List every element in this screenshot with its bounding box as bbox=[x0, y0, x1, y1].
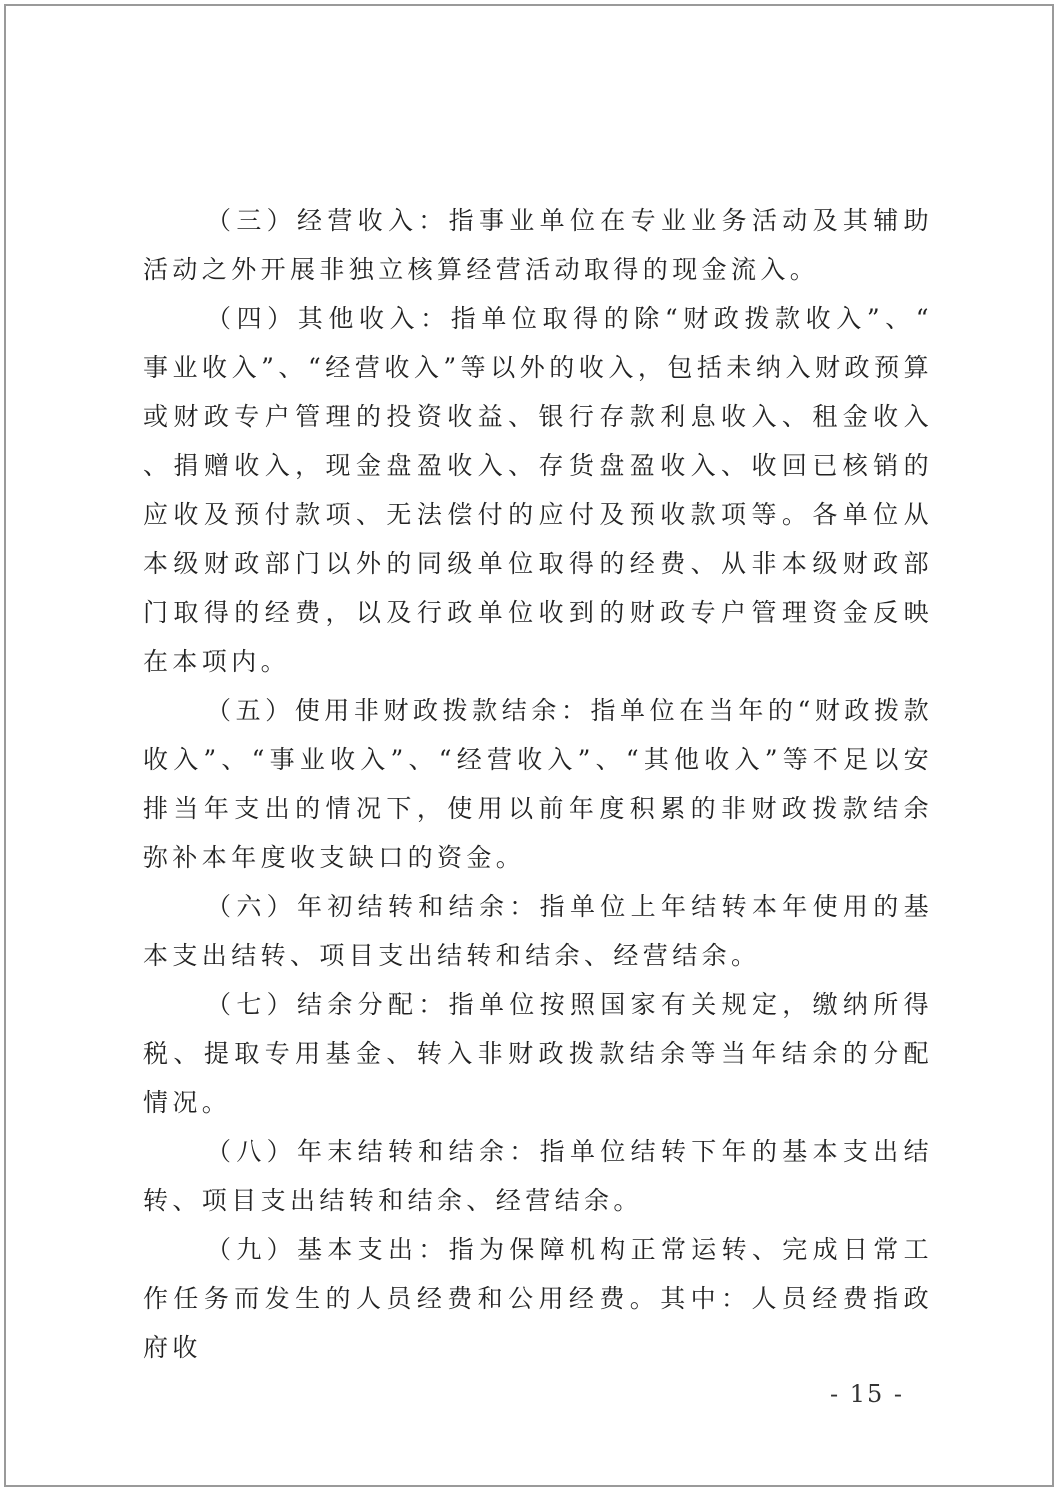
paragraph-opening-carryover: （六）年初结转和结余：指单位上年结转本年使用的基本支出结转、项目支出结转和结余、经营结余。 bbox=[143, 892, 933, 970]
page-number: - 15 - bbox=[830, 1380, 905, 1408]
document-body bbox=[143, 196, 933, 1372]
paragraph-operating-income: （三）经营收入：指事业单位在专业业务活动及其辅助活动之外开展非独立核算经营活动取得的现金流入。 bbox=[143, 206, 933, 284]
paragraph-non-fiscal-surplus-use: （五）使用非财政拨款结余：指单位在当年的“财政拨款收入”、“事业收入”、“经营收入”、“其他收入”等不足以安排当年支出的情况下，使用以前年度积累的非财政拨款结余弥补本年度收支缺口的资金。 bbox=[143, 696, 933, 872]
paragraph-closing-carryover: （八）年末结转和结余：指单位结转下年的基本支出结转、项目支出结转和结余、经营结余。 bbox=[143, 1137, 933, 1215]
paragraph-other-income: （四）其他收入：指单位取得的除“财政拨款收入”、“事业收入”、“经营收入”等以外的收入，包括未纳入财政预算或财政专户管理的投资收益、银行存款利息收入、租金收入、捐赠收入，现金盘盈收入、存货盘盈收入、收回已核销的应收及预付款项、无法偿付的应付及预收款项等。各单位从本级财政部门以外的同级单位取得的经费、从非本级财政部门取得的经费，以及行政单位收到的财政专户管理资金反映在本项内。 bbox=[143, 304, 933, 676]
paragraph-basic-expenditure: （九）基本支出：指为保障机构正常运转、完成日常工作任务而发生的人员经费和公用经费。其中：人员经费指政府收 bbox=[143, 1235, 933, 1362]
paragraph-surplus-distribution: （七）结余分配：指单位按照国家有关规定，缴纳所得税、提取专用基金、转入非财政拨款结余等当年结余的分配情况。 bbox=[143, 990, 933, 1117]
